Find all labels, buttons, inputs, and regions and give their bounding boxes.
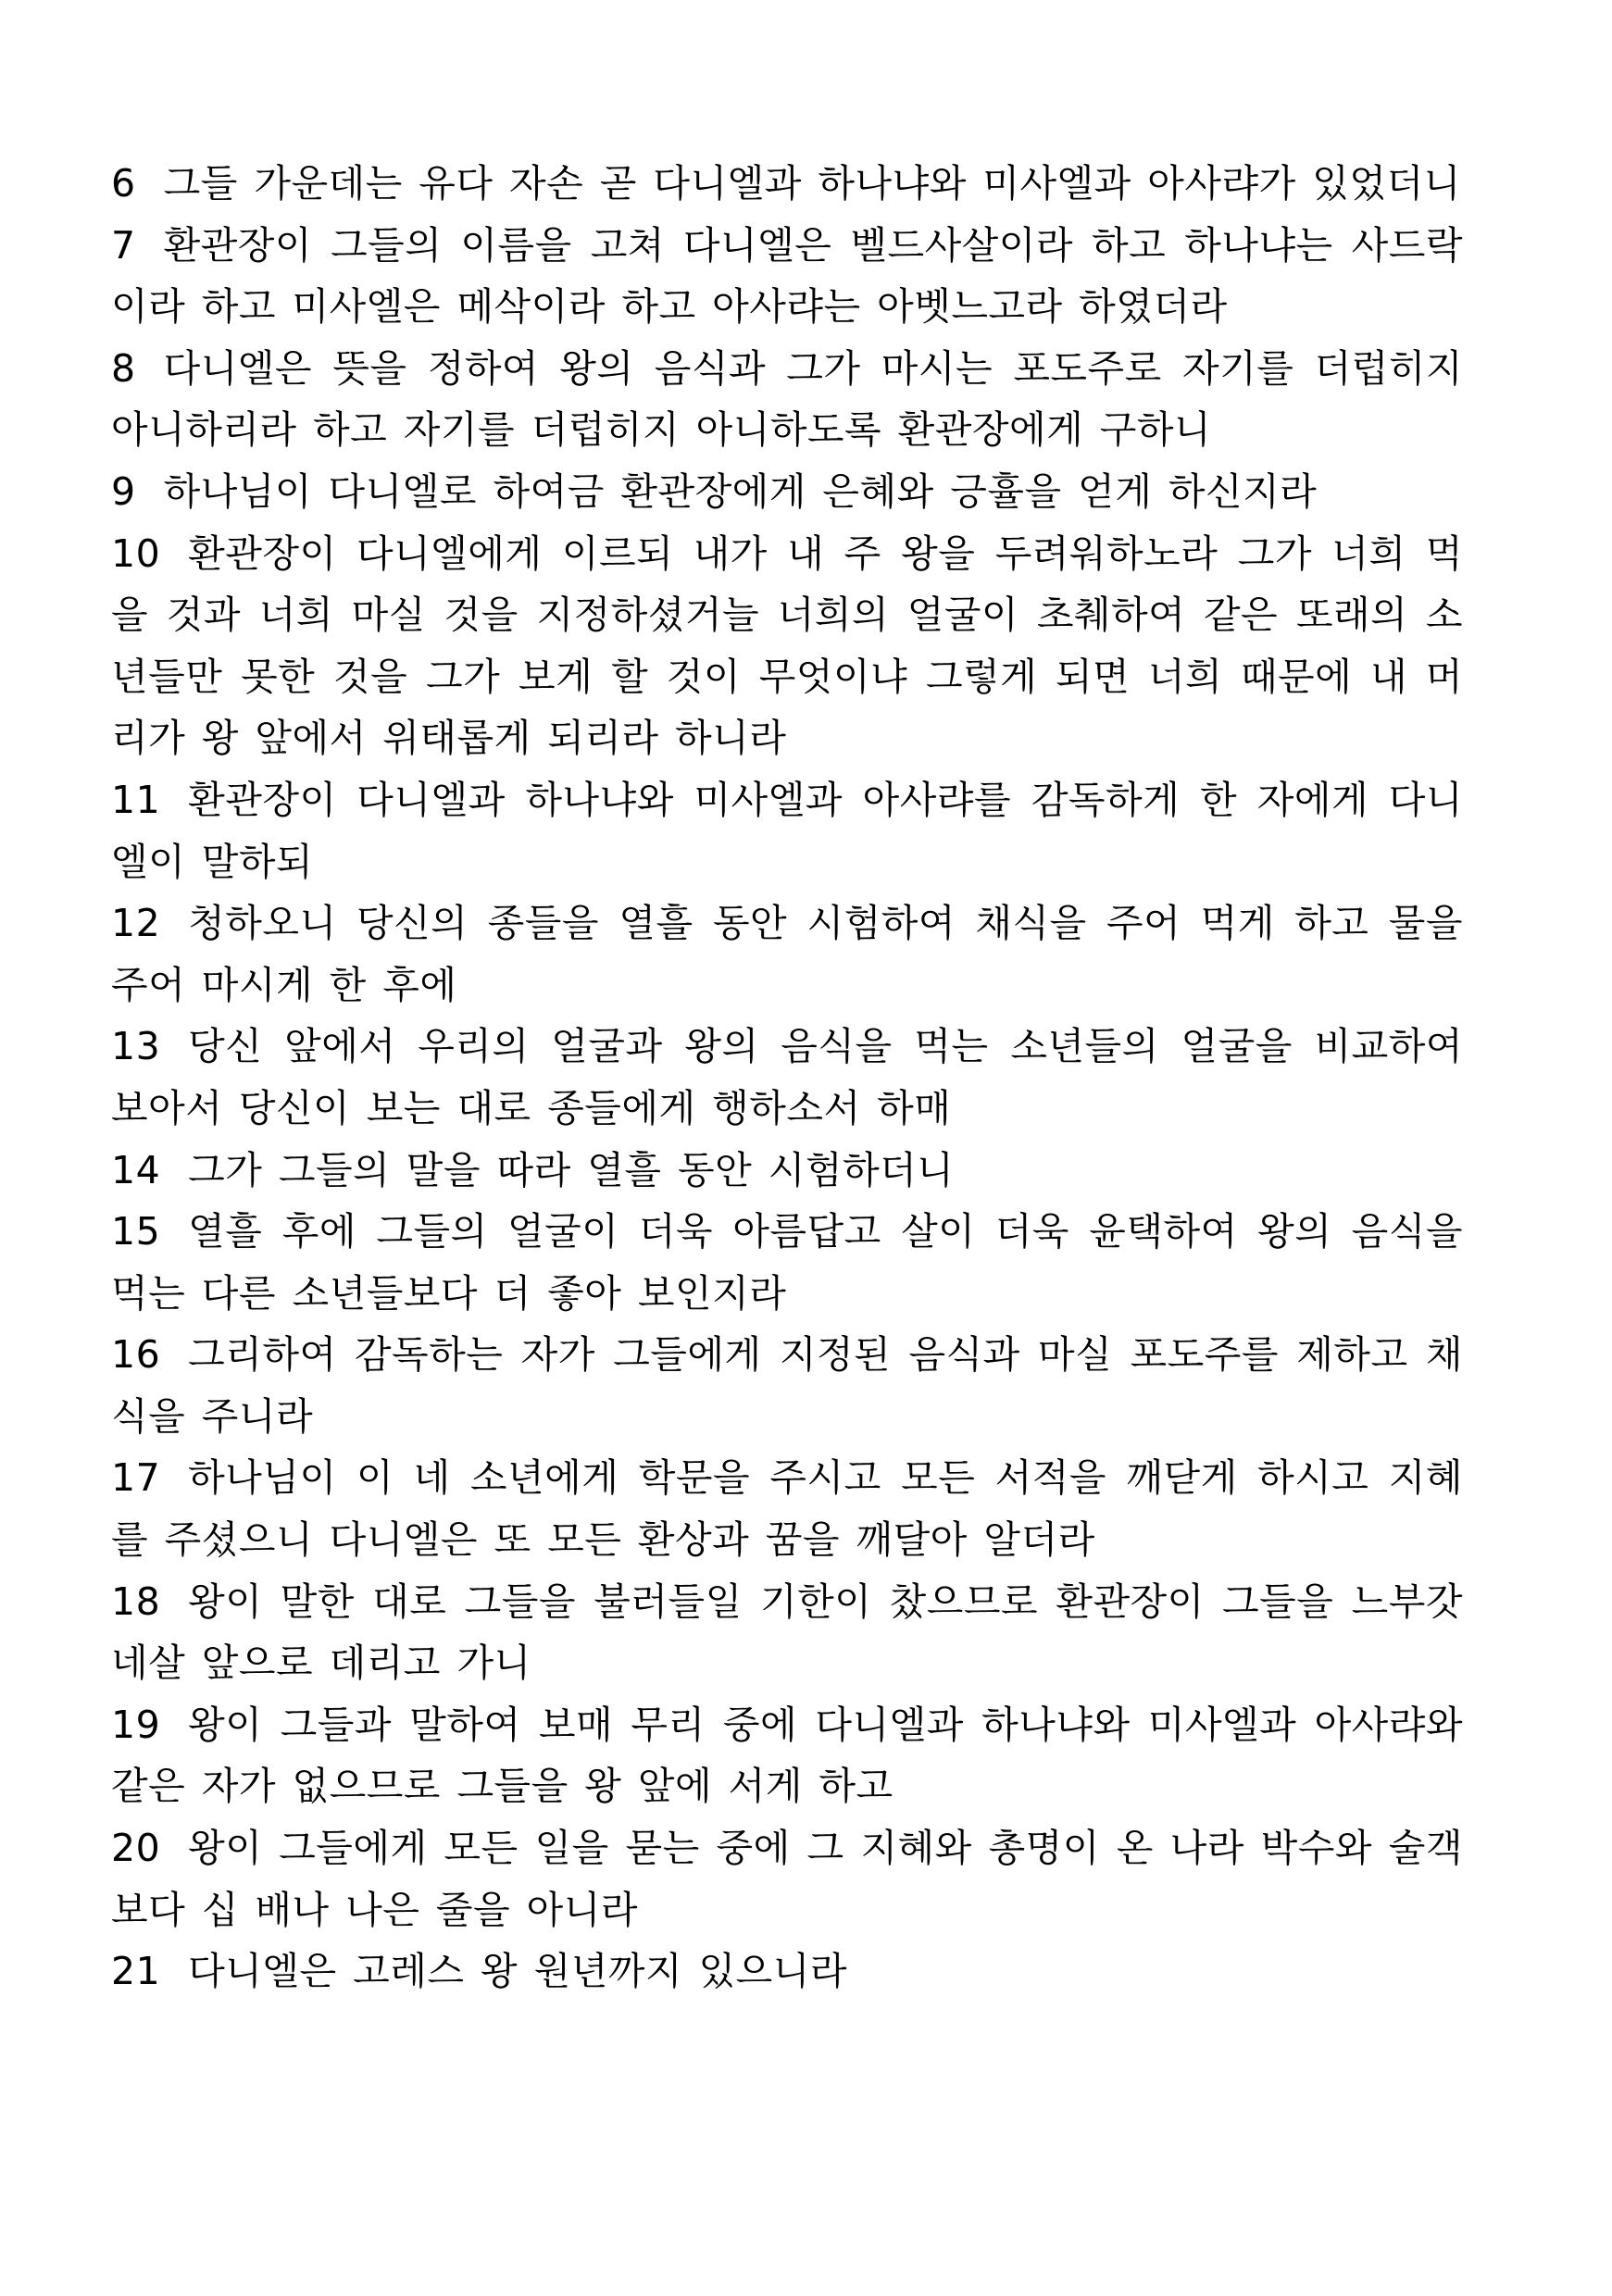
- verse-11: [111, 769, 1463, 892]
- verse-number: 18: [111, 1578, 161, 1624]
- verse-number: 19: [111, 1702, 161, 1747]
- verse-number: 17: [111, 1455, 161, 1501]
- verse-number: 10: [111, 530, 161, 576]
- verse-number: 21: [111, 1949, 161, 1994]
- verse-text: 환관장이 그들의 이름을 고쳐 다니엘은 벨드사살이라 하고 하나냐는 사드락이라 하고 미사엘은 메삭이라 하고 아사랴는 아벳느고라 하였더라: [111, 222, 1463, 330]
- verse-number: 15: [111, 1209, 161, 1254]
- verse-18: [111, 1571, 1463, 1694]
- verse-text: 왕이 말한 대로 그들을 불러들일 기한이 찼으므로 환관장이 그들을 느부갓네살 앞으로 데리고 가니: [111, 1578, 1463, 1686]
- verse-text: 환관장이 다니엘과 하나냐와 미사엘과 아사랴를 감독하게 한 자에게 다니엘이 말하되: [111, 777, 1463, 884]
- verse-10: [111, 523, 1463, 769]
- verse-text: 왕이 그들에게 모든 일을 묻는 중에 그 지혜와 총명이 온 나라 박수와 술객보다 십 배나 나은 줄을 아니라: [111, 1826, 1463, 1932]
- verse-text: 그리하여 감독하는 자가 그들에게 지정된 음식과 마실 포도주를 제하고 채식을 주니라: [111, 1332, 1463, 1439]
- verse-20: [111, 1817, 1463, 1940]
- verse-text: 청하오니 당신의 종들을 열흘 동안 시험하여 채식을 주어 먹게 하고 물을 주어 마시게 한 후에: [111, 901, 1463, 1007]
- verse-text: 환관장이 다니엘에게 이르되 내가 내 주 왕을 두려워하노라 그가 너희 먹을 것과 너희 마실 것을 지정하셨거늘 너희의 얼굴이 초췌하여 같은 또래의 소년들만 못한 것을 그가 보게 할 것이 무엇이냐 그렇게 되면 너희 때문에 내 머리가 왕 앞에서 위태롭게 되리라 하니라: [111, 530, 1463, 761]
- verse-text: 그들 가운데는 유다 자손 곧 다니엘과 하나냐와 미사엘과 아사랴가 있었더니: [163, 161, 1461, 206]
- verse-13: [111, 1016, 1463, 1139]
- verse-number: 7: [111, 222, 136, 268]
- verse-text: 다니엘은 뜻을 정하여 왕의 음식과 그가 마시는 포도주로 자기를 더럽히지 아니하리라 하고 자기를 더럽히지 아니하도록 환관장에게 구하니: [111, 345, 1463, 453]
- verse-number: 11: [111, 777, 161, 822]
- verse-number: 16: [111, 1332, 161, 1378]
- verse-15: [111, 1201, 1463, 1324]
- verse-number: 13: [111, 1024, 161, 1069]
- verse-6: [111, 153, 1463, 215]
- verse-text: 당신 앞에서 우리의 얼굴과 왕의 음식을 먹는 소년들의 얼굴을 비교하여 보아서 당신이 보는 대로 종들에게 행하소서 하매: [111, 1024, 1463, 1130]
- verse-8: [111, 338, 1463, 461]
- verse-number: 14: [111, 1147, 161, 1192]
- verse-7: [111, 215, 1463, 338]
- verse-text: 하나님이 다니엘로 하여금 환관장에게 은혜와 긍휼을 얻게 하신지라: [163, 468, 1318, 514]
- verse-text: 그가 그들의 말을 따라 열흘 동안 시험하더니: [188, 1147, 955, 1192]
- verse-16: [111, 1324, 1463, 1447]
- verse-19: [111, 1694, 1463, 1817]
- document-page: [111, 153, 1463, 2003]
- verse-21: [111, 1940, 1463, 2003]
- verse-number: 9: [111, 468, 136, 514]
- verse-17: [111, 1447, 1463, 1570]
- verse-number: 12: [111, 901, 161, 946]
- verse-text: 열흘 후에 그들의 얼굴이 더욱 아름답고 살이 더욱 윤택하여 왕의 음식을 먹는 다른 소년들보다 더 좋아 보인지라: [111, 1209, 1463, 1316]
- verse-14: [111, 1140, 1463, 1202]
- verse-12: [111, 892, 1463, 1016]
- verse-text: 다니엘은 고레스 왕 원년까지 있으니라: [188, 1949, 847, 1994]
- verse-number: 8: [111, 345, 136, 391]
- verse-text: 하나님이 이 네 소년에게 학문을 주시고 모든 서적을 깨닫게 하시고 지혜를 주셨으니 다니엘은 또 모든 환상과 꿈을 깨달아 알더라: [111, 1455, 1463, 1563]
- verse-9: [111, 461, 1463, 523]
- verse-text: 왕이 그들과 말하여 보매 무리 중에 다니엘과 하나냐와 미사엘과 아사랴와 같은 자가 없으므로 그들을 왕 앞에 서게 하고: [111, 1702, 1463, 1809]
- verse-number: 6: [111, 161, 136, 206]
- verse-number: 20: [111, 1826, 161, 1871]
